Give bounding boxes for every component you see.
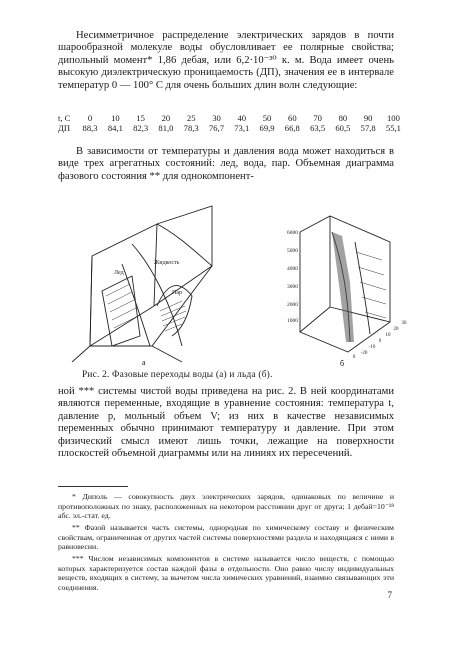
table-cell: 73,1 <box>234 123 250 133</box>
axis-tick: 20 <box>393 327 399 332</box>
table-row-label: ДП <box>58 123 71 133</box>
table-cell: 20 <box>161 113 171 123</box>
axis-tick: 0 <box>352 355 356 360</box>
footnote-components: *** Числом независимых компонентов в системе называется число веществ, с помощью которых характеризуется состав каждой фазы в отдельности. Оно равно числу индивидуальных веществ, входящих в систему, за вычетом числа химических уравнений, взаимно связывающих эти соединения. <box>58 554 394 592</box>
table-cell: 70 <box>313 113 322 123</box>
axis-tick: -10 <box>368 345 376 350</box>
table-cell: 81,0 <box>158 123 174 133</box>
table-cell: 80 <box>338 113 348 123</box>
paragraph-phase-diagram: ной *** системы чистой воды приведена на рис. 2. В ней координатами являются переменные, входящие в уравнение состояния: температура t, давление p, мольный объем V; из них в качестве независимых переменных обычно принимают температуру и давление. При этом физический смысл имеют лишь точки, лежащие на поверхности плоскостей объемной диаграммы или на линиях их пересечений. <box>58 386 394 460</box>
footnote-phase: ** Фазой называется часть системы, однородная по химическому составу и физическим свойствам, ограниченная от других частей системы поверхностями раздела и находящаяся с ними в равновесии. <box>58 523 394 552</box>
table-row-temperature <box>58 113 406 123</box>
figure-a-label: а <box>142 358 146 367</box>
dense-ice-region <box>332 232 354 342</box>
table-cell: 30 <box>212 113 221 123</box>
region-label-liquid: Жидкость <box>154 260 180 266</box>
table-cell: 57,8 <box>360 123 376 133</box>
axis-tick: 10 <box>385 333 391 338</box>
table-cell: 66,8 <box>284 123 300 133</box>
table-cell: 60,5 <box>335 123 351 133</box>
table-row-dp <box>58 123 406 133</box>
axis-tick: 3000 <box>287 284 298 290</box>
figure-b-label: б <box>340 359 345 368</box>
table-cell: 40 <box>237 113 247 123</box>
table-cell: 90 <box>363 113 373 123</box>
table-cell: 15 <box>136 113 145 123</box>
axis-tick: 1000 <box>287 318 298 324</box>
axis-tick: 2000 <box>287 302 298 308</box>
table-cell: 82,3 <box>133 123 149 133</box>
table-cell: 63,5 <box>310 123 326 133</box>
table-cell: 84,1 <box>107 123 123 133</box>
table-cell: 50 <box>262 113 272 123</box>
table-cell: 55,1 <box>385 123 401 133</box>
table-cell: 25 <box>186 113 196 123</box>
dielectric-table <box>58 113 406 133</box>
table-cell: 100 <box>387 113 400 123</box>
phase-diagram-water-3d <box>62 196 230 368</box>
axis-tick: 0 <box>378 339 382 344</box>
axis-tick: 6000 <box>287 230 298 236</box>
footnote-dipole: * Диполь — совокупность двух электрических зарядов, одинаковых по величине и противоположных по знаку, расположенных на некотором расстоянии друг от друга; 1 дебай=10⁻¹⁸ абс. эл.-стат. ед. <box>58 492 394 521</box>
paragraph-phase-states: В зависимости от температуры и давления вода может находиться в виде трех агрегатных состояний: лед, вода, пар. Объемная диаграмма фазового состояния ** для однокомпонент- <box>58 146 394 182</box>
table-cell: 0 <box>87 113 93 123</box>
table-cell: 69,9 <box>259 123 275 133</box>
table-cell: 78,3 <box>183 123 199 133</box>
axis-tick: 5000 <box>287 248 298 254</box>
table-cell: 10 <box>111 113 120 123</box>
region-label-vapour: Пар <box>172 290 182 296</box>
page-number: 7 <box>387 590 392 600</box>
axis-tick: -20 <box>360 351 368 356</box>
axis-tick: 30 <box>401 321 407 326</box>
axis-tick: 4000 <box>287 266 298 272</box>
phase-diagram-ice <box>270 202 412 368</box>
table-cell: 88,3 <box>82 123 98 133</box>
footnote-divider <box>58 486 128 487</box>
phase-diagram-figure <box>58 196 407 370</box>
region-label-ice: Лед <box>114 270 124 276</box>
paragraph-dipole: Несимметричное распределение электрических зарядов в почти шарообразной молекуле воды обусловливает ее полярные свойства; дипольный момент* 1,86 дебая, или 6,2·10⁻³⁰ к. м. Вода имеет очень высокую диэлектрическую проницаемость (ДП), значения ее в интервале температур 0 — 100° С для очень больших длин волн следующие: <box>58 30 394 91</box>
table-cell: 76,7 <box>208 123 224 133</box>
table-cell: 60 <box>288 113 297 123</box>
figure-caption: Рис. 2. Фазовые переходы воды (а) и льда (б). <box>82 370 273 380</box>
table-row-label: t, C <box>58 113 71 123</box>
